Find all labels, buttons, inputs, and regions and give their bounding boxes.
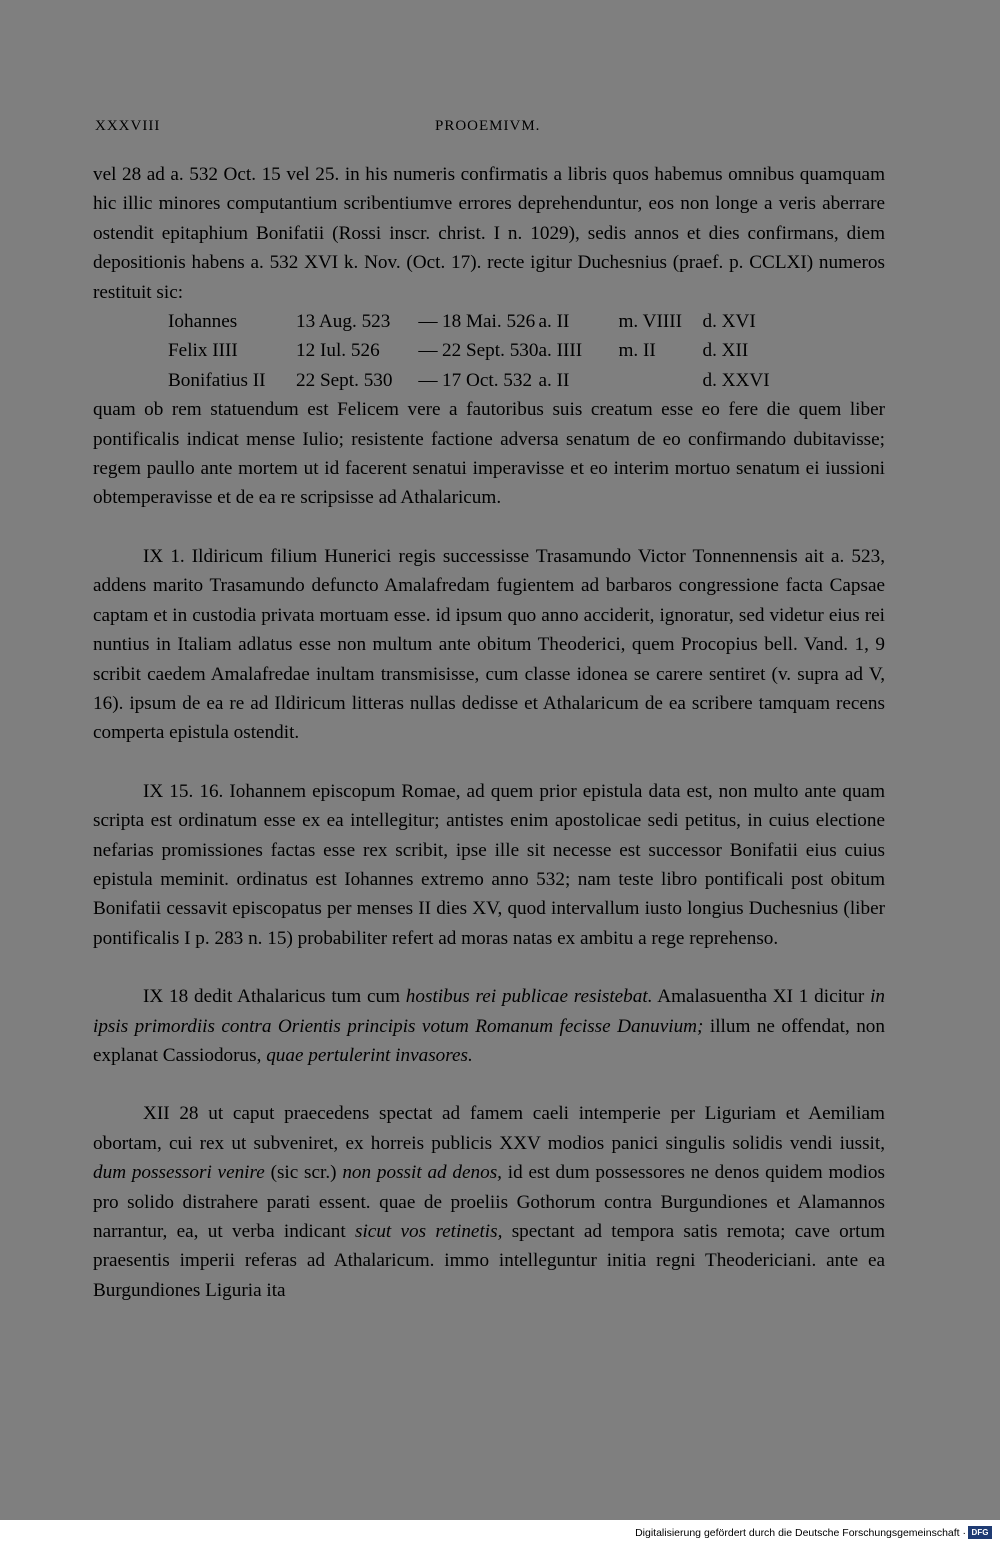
page-number: XXXVIII (95, 118, 161, 134)
days: d. XII (702, 340, 749, 362)
text-run: XII 28 ut caput praecedens spectat ad famem caeli intemperie per Liguriam et Aemiliam obortam, cui rex ut subveniret, ex horreis publicis XXV modios panici singulis solidis vendi iussit, (93, 1103, 885, 1154)
funding-credit: Digitalisierung gefördert durch die Deutsche Forschungsgemeinschaft · (635, 1527, 966, 1539)
days: d. XVI (702, 311, 756, 333)
pope-name: Felix IIII (168, 340, 238, 362)
years: a. II (538, 311, 570, 333)
quoted-text: non possit ad denos, (342, 1162, 502, 1184)
quoted-text: quae pertulerint invasores. (266, 1044, 473, 1066)
days: d. XXVI (702, 369, 770, 391)
quoted-text: hostibus rei publicae resistebat. (405, 986, 653, 1008)
end-date: 18 Mai. 526 (442, 311, 536, 333)
months: m. VIIII (618, 311, 683, 333)
quoted-text: sicut vos retinetis, (355, 1221, 503, 1242)
end-date: 17 Oct. 532 (442, 369, 533, 391)
text-run: spectant ad tempora satis remota; cave ortum praesentis imperii referas ad Athalaricum. immo intelleguntur initia regni Theodericiani. ante ea Burgundiones Liguria ita (93, 1221, 885, 1301)
paragraph-ix-18 (93, 982, 885, 1070)
start-date: 22 Sept. 530 (296, 369, 393, 391)
dash: — (418, 340, 438, 362)
table-row (168, 307, 782, 336)
text-run: id est dum possessores ne denos quidem modios pro solido distrahere parati essent. quae de proeliis Gothorum contra Burgundiones et Alamannos narrantur, ea, ut verba indicant (93, 1162, 885, 1242)
quoted-text: in ipsis primordiis contra Orientis principis votum Romanum fecisse Danuvium; (93, 986, 885, 1037)
pope-name: Iohannes (168, 311, 238, 333)
dash: — (418, 369, 438, 391)
start-date: 12 Iul. 526 (296, 340, 380, 362)
paragraph-ix-1: IX 1. Ildiricum filium Hunerici regis successisse Trasamundo Victor Tonnennensis ait a. 523, addens marito Trasamundo defuncto Amalafredam fugientem ad barbaros congressione facta Capsae captam et in custodia privata mortuam esse. id ipsum quo anno acciderit, ignoratur, sed videtur eius rei nuntius in Italiam adlatus esse non multum ante obitum Theoderici, quem Procopius bell. Vand. 1, 9 scribit caedem Amalafredae inultam transmisisse, cum classe idonea se carere sentiret (v. supra ad V, 16). ipsum de ea re ad Ildiricum litteras nullas dedisse et Athalaricum de ea scribere tamquam recens comperta epistula ostendit. (93, 545, 885, 744)
quoted-text: dum possessori venire (93, 1162, 265, 1184)
popes-table (168, 307, 782, 395)
pope-name: Bonifatius II (168, 369, 266, 391)
text-run: IX 18 dedit Athalaricus tum cum (143, 986, 406, 1008)
paragraph-ix-15-16: IX 15. 16. Iohannem episcopum Romae, ad quem prior epistula data est, non multo ante quam scripta est ordinatum esse ex ea intellegitur; antistes enim apostolicae sedi petitus, in cuius electione nefarias promissiones factas esse rex scribit, ipse ille sit necesse est successor Bonifatii eius cuius epistula meminit. ordinatus est Iohannes extremo anno 532; nam teste libro pontificali post obitum Bonifatii cessavit episcopatus per menses II dies XV, quod intervallum iusto longius Duchesnius (liber pontificalis I p. 283 n. 15) probabiliter refert ad moras natas ex ambitu a rege reprehenso. (93, 780, 885, 949)
years: a. IIII (538, 340, 583, 362)
table-row (168, 336, 782, 365)
digitization-footer (0, 1520, 1000, 1546)
text-run: illum ne offendat, non explanat Cassiodorus, (93, 1015, 885, 1066)
years: a. II (538, 369, 570, 391)
text-run: (sic scr.) (264, 1162, 343, 1184)
end-date: 22 Sept. 530 (442, 340, 539, 362)
dfg-logo-icon: DFG (968, 1526, 992, 1539)
start-date: 13 Aug. 523 (296, 311, 391, 333)
months (618, 366, 702, 395)
page-header (95, 118, 885, 142)
months: m. II (618, 340, 656, 362)
dash: — (418, 311, 438, 333)
running-title: PROOEMIVM. (435, 118, 541, 134)
page-body (93, 160, 885, 1305)
paragraph-xii-28 (93, 1099, 885, 1305)
table-row (168, 366, 782, 395)
paragraph-2: quam ob rem statuendum est Felicem vere a fautoribus suis creatum esse eo fere die quem liber pontificalis indicat mense Iulio; resistente factione adversa senatum de eo confirmando dubitavisse; regem paullo ante mortem ut id facerent senatui imperavisse et eo interim mortuo senatum ei iussioni obtemperavisse et de ea re scripsisse ad Athalaricum. (93, 399, 885, 509)
text-run: Amalasuentha XI 1 dicitur (652, 986, 871, 1008)
paragraph-1: vel 28 ad a. 532 Oct. 15 vel 25. in his numeris confirmatis a libris quos habemus omnibus quamquam hic illic minores computantium scribentiumve errores deprehenduntur, eos non longe a veris aberrare ostendit epitaphium Bonifatii (Rossi inscr. christ. I n. 1029), sedis annos et dies confirmans, diem depositionis habens a. 532 XVI k. Nov. (Oct. 17). recte igitur Duchesnius (praef. p. CCLXI) numeros restituit sic: (93, 164, 885, 303)
